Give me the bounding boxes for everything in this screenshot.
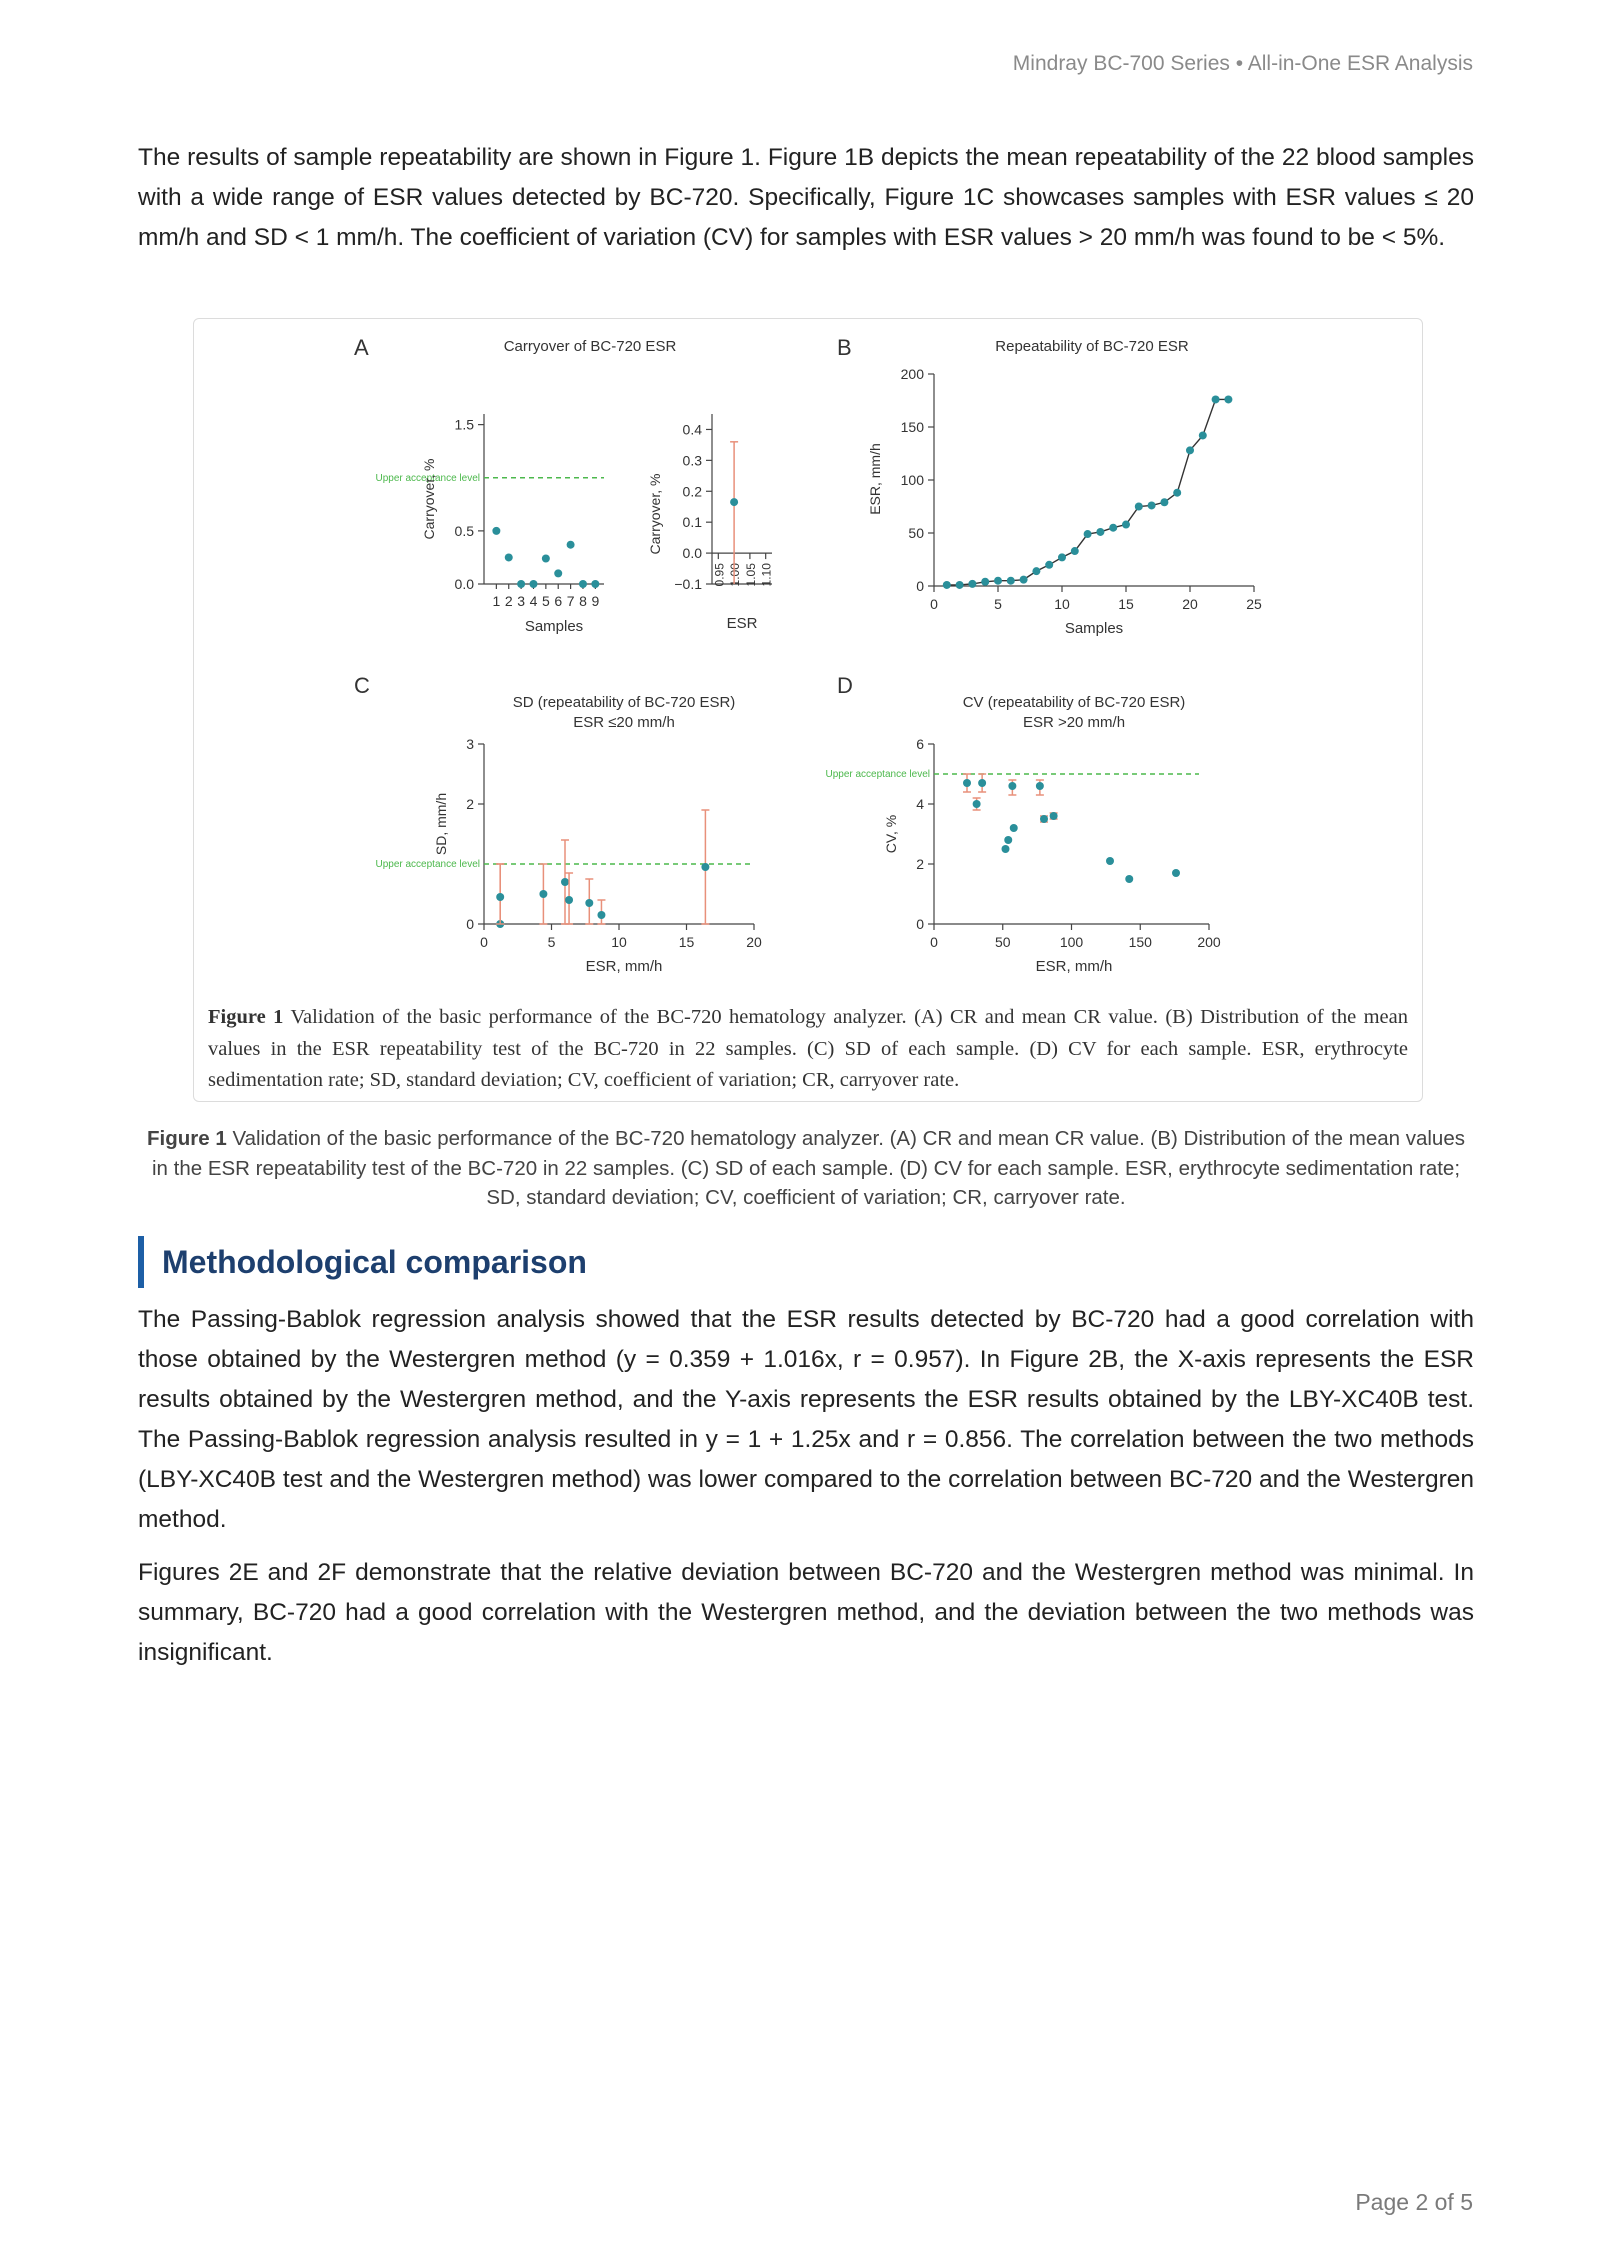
- panel-a-right-y-tick-label: 0.3: [682, 452, 702, 469]
- section-heading: Methodological comparison: [138, 1236, 587, 1288]
- panel-b-point: [968, 580, 976, 588]
- panel-b-point: [1096, 528, 1104, 536]
- panel-d-point: [1125, 875, 1133, 883]
- panel-letter-d: D: [837, 673, 853, 698]
- panel-b-point: [1032, 567, 1040, 575]
- panel-a-title: Carryover of BC-720 ESR: [503, 338, 677, 355]
- panel-a-left-x-tick-label: 5: [541, 593, 550, 609]
- panel-b-x-tick-label: 5: [994, 596, 1002, 612]
- panel-a-right-x-tick-label: 1.00: [728, 563, 743, 587]
- panel-b-point: [1084, 530, 1092, 538]
- panel-c-point: [597, 911, 605, 919]
- panel-d-point: [1050, 812, 1058, 820]
- panel-b-point: [1122, 521, 1130, 529]
- panel-c-title: SD (repeatability of BC-720 ESR): [512, 694, 736, 711]
- panel-a-left-x-tick-label: 9: [591, 593, 600, 609]
- panel-a-left-point: [505, 553, 513, 561]
- panel-b-point: [1071, 547, 1079, 555]
- panel-a-left-point: [554, 569, 562, 577]
- panel-b-x-tick-label: 25: [1246, 596, 1262, 612]
- panel-b-series-line: [947, 399, 1229, 585]
- panel-a-left-y-tick-label: 1.5: [454, 416, 474, 433]
- panel-b-point: [981, 578, 989, 586]
- panel-c-point: [565, 896, 573, 904]
- panel-a-left-x-tick-label: 1: [492, 593, 501, 609]
- panel-b-point: [943, 581, 951, 589]
- panel-d-y-tick-label: 0: [916, 916, 924, 932]
- panel-c-x-tick-label: 20: [746, 934, 762, 950]
- panel-d-y-tick-label: 2: [916, 856, 924, 872]
- figure-1-inner-caption: [208, 1002, 1408, 1097]
- panel-a-left-x-tick-label: 3: [517, 593, 526, 609]
- panel-a-left-y-tick-label: 0.5: [454, 522, 474, 539]
- panel-c-xlabel: ESR, mm/h: [585, 958, 663, 975]
- panel-letter-b: B: [837, 335, 852, 360]
- panel-d-x-tick-label: 150: [1128, 934, 1152, 950]
- panel-d-x-tick-label: 0: [930, 934, 938, 950]
- panel-b-y-tick-label: 200: [900, 366, 924, 382]
- panel-d-x-tick-label: 50: [994, 934, 1011, 950]
- intro-paragraph: The results of sample repeatability are shown in Figure 1. Figure 1B depicts the mean repeatability of the 22 blood samples with a wide range of ESR values detected by BC-720. Specifically, Figure 1C showcases samples with ESR values ≤ 20 mm/h and SD < 1 mm/h. The coefficient of variation (CV) for samples with ESR values > 20 mm/h was found to be < 5%.: [138, 144, 1474, 251]
- panel-c-x-tick-label: 10: [611, 934, 627, 950]
- panel-b-point: [1224, 395, 1232, 403]
- panel-c-y-tick-label: 0: [466, 916, 474, 932]
- panel-a-left-point: [529, 580, 537, 588]
- panel-c-point: [539, 890, 547, 898]
- panel-b-point: [994, 577, 1002, 585]
- panel-b-y-tick-label: 150: [900, 419, 924, 435]
- panel-d-point: [973, 800, 981, 808]
- panel-a-left-point: [492, 527, 500, 535]
- panel-b-point: [1135, 503, 1143, 511]
- panel-a-left-point: [591, 580, 599, 588]
- panel-d-point: [1002, 845, 1010, 853]
- panel-c-x-tick-label: 0: [480, 934, 488, 950]
- panel-c-point: [561, 878, 569, 886]
- panel-d-title: CV (repeatability of BC-720 ESR): [962, 694, 1186, 711]
- panel-d-point: [978, 779, 986, 787]
- panel-c-x-tick-label: 5: [547, 934, 556, 950]
- figure-1-charts: [194, 319, 1422, 999]
- methodological-paragraph-2: Figures 2E and 2F demonstrate that the relative deviation between BC-720 and the Westergren method was minimal. In summary, BC-720 had a good correlation with the Westergren method, and the deviation between the two methods was insignificant.: [138, 1559, 1474, 1666]
- panel-c-y-tick-label: 3: [466, 736, 474, 752]
- panel-c-x-tick-label: 15: [678, 934, 695, 950]
- figure-1-inner-caption-text: Validation of the basic performance of the BC-720 hematology analyzer. (A) CR and mean CR value. (B) Distribution of the mean values in the ESR repeatability test of the BC-720 in 22 samples. (C) SD of each sample. (D) CV for each sample. ESR, erythrocyte sedimentation rate; SD, standard deviation; CV, coefficient of variation; CR, carryover rate.: [208, 1006, 1408, 1091]
- panel-a-right-x-tick-label: 0.95: [712, 563, 727, 587]
- panel-b-point: [1148, 501, 1156, 509]
- panel-b-point: [1173, 489, 1181, 497]
- panel-d-y-tick-label: 4: [916, 796, 924, 812]
- panel-b-y-tick-label: 100: [900, 472, 924, 488]
- panel-d-x-tick-label: 100: [1059, 934, 1084, 950]
- panel-b-point: [1160, 498, 1168, 506]
- panel-a-left-x-tick-label: 4: [529, 593, 538, 609]
- panel-d-point: [1010, 824, 1018, 832]
- panel-a-left-point: [567, 541, 575, 549]
- panel-d-point: [1106, 857, 1114, 865]
- figure-1-inner-caption-label: Figure 1: [208, 1006, 284, 1028]
- page-number: Page 2 of 5: [1355, 2189, 1473, 2215]
- panel-b-point: [1058, 553, 1066, 561]
- panel-d-point: [1172, 869, 1180, 877]
- panel-b-y-tick-label: 50: [908, 525, 924, 541]
- methodological-paragraph-1: The Passing-Bablok regression analysis showed that the ESR results detected by BC-720 had a good correlation with those obtained by the Westergren method (y = 0.359 + 1.016x, r = 0.957). In Figure 2B, the X-axis represents the ESR results obtained by the Westergren method, and the Y-axis represents the ESR results obtained by the LBY-XC40B test. The Passing-Bablok regression analysis resulted in y = 1 + 1.25x and r = 0.856. The correlation between the two methods (LBY-XC40B test and the Westergren method) was lower compared to the correlation between BC-720 and the Westergren method.: [138, 1306, 1474, 1533]
- figure-1-caption-text: Validation of the basic performance of the BC-720 hematology analyzer. (A) CR and mean CR value. (B) Distribution of the mean values in the ESR repeatability test of the BC-720 in 22 samples. (C) SD of each sample. (D) CV for each sample. ESR, erythrocyte sedimentation rate; SD, standard deviation; CV, coefficient of variation; CR, carryover rate.: [151, 1127, 1465, 1209]
- panel-b-point: [1020, 576, 1028, 584]
- panel-d-reference-label: Upper acceptance level: [825, 769, 930, 780]
- panel-a-right-y-tick-label: 0.1: [682, 514, 702, 531]
- panel-d-subtitle: ESR >20 mm/h: [1022, 714, 1126, 731]
- panel-b-point: [1007, 577, 1015, 585]
- panel-b-x-tick-label: 0: [930, 596, 938, 612]
- panel-a-right-y-tick-label: 0.4: [682, 421, 702, 438]
- panel-b-y-tick-label: 0: [916, 578, 924, 594]
- panel-b-x-tick-label: 20: [1182, 596, 1198, 612]
- panel-b-xlabel: Samples: [1064, 620, 1124, 637]
- panel-a-left-x-tick-label: 6: [554, 593, 563, 609]
- panel-b-point: [1045, 561, 1053, 569]
- panel-d-xlabel: ESR, mm/h: [1035, 958, 1113, 975]
- panel-a-right-x-tick-label: 1.10: [759, 563, 774, 587]
- panel-d-point: [1008, 782, 1016, 790]
- panel-b-point: [956, 581, 964, 589]
- panel-a-right-y-tick-label: −0.1: [674, 576, 702, 592]
- panel-a-left-x-tick-label: 7: [566, 593, 575, 609]
- panel-c-point: [585, 899, 593, 907]
- panel-c-reference-label: Upper acceptance level: [375, 859, 480, 870]
- panel-b-x-tick-label: 15: [1118, 596, 1134, 612]
- panel-a-left-y-tick-label: 0.0: [454, 576, 474, 592]
- figure-1: [193, 318, 1423, 1102]
- panel-d-point: [1036, 782, 1044, 790]
- panel-a-left-xlabel: Samples: [524, 618, 584, 635]
- panel-c-point: [701, 863, 709, 871]
- panel-d-point: [963, 779, 971, 787]
- panel-a-right-y-tick-label: 0.2: [682, 483, 702, 500]
- panel-a-left-x-tick-label: 8: [579, 593, 587, 609]
- panel-a-right-xlabel: ESR: [726, 615, 758, 632]
- panel-c-y-tick-label: 2: [466, 796, 474, 812]
- panel-b-ylabel: ESR, mm/h: [867, 443, 883, 515]
- figure-1-caption-label: Figure 1: [147, 1127, 227, 1150]
- panel-a-right-point: [730, 498, 738, 506]
- panel-c-point: [496, 893, 504, 901]
- panel-d-point: [1040, 815, 1048, 823]
- panel-d-y-tick-label: 6: [916, 736, 924, 752]
- panel-letter-c: C: [354, 673, 370, 698]
- panel-b-point: [1186, 446, 1194, 454]
- panel-d-point: [1004, 836, 1012, 844]
- panel-a-right-x-tick-label: 1.05: [743, 563, 758, 587]
- panel-a-left-x-tick-label: 2: [504, 593, 513, 609]
- panel-a-left-ylabel: Carryover, %: [421, 458, 437, 540]
- panel-b-point: [1109, 524, 1117, 532]
- panel-d-x-tick-label: 200: [1197, 934, 1221, 950]
- running-header: Mindray BC-700 Series • All-in-One ESR Analysis: [1012, 52, 1473, 75]
- panel-d-ylabel: CV, %: [883, 814, 899, 854]
- panel-a-left-point: [579, 580, 587, 588]
- panel-a-right-ylabel: Carryover, %: [647, 473, 663, 555]
- panel-letter-a: A: [354, 335, 369, 360]
- panel-c-subtitle: ESR ≤20 mm/h: [573, 714, 675, 731]
- panel-a-right-y-tick-label: 0.0: [682, 545, 702, 562]
- panel-c-ylabel: SD, mm/h: [433, 792, 449, 856]
- panel-b-x-tick-label: 10: [1054, 596, 1070, 612]
- panel-b-point: [1199, 431, 1207, 439]
- panel-a-left-reference-label: Upper acceptance level: [375, 472, 480, 484]
- panel-b-point: [1212, 395, 1220, 403]
- panel-a-left-point: [517, 580, 525, 588]
- panel-b-title: Repeatability of BC-720 ESR: [995, 338, 1189, 355]
- figure-1-caption: [140, 1124, 1472, 1213]
- panel-a-left-point: [542, 555, 550, 563]
